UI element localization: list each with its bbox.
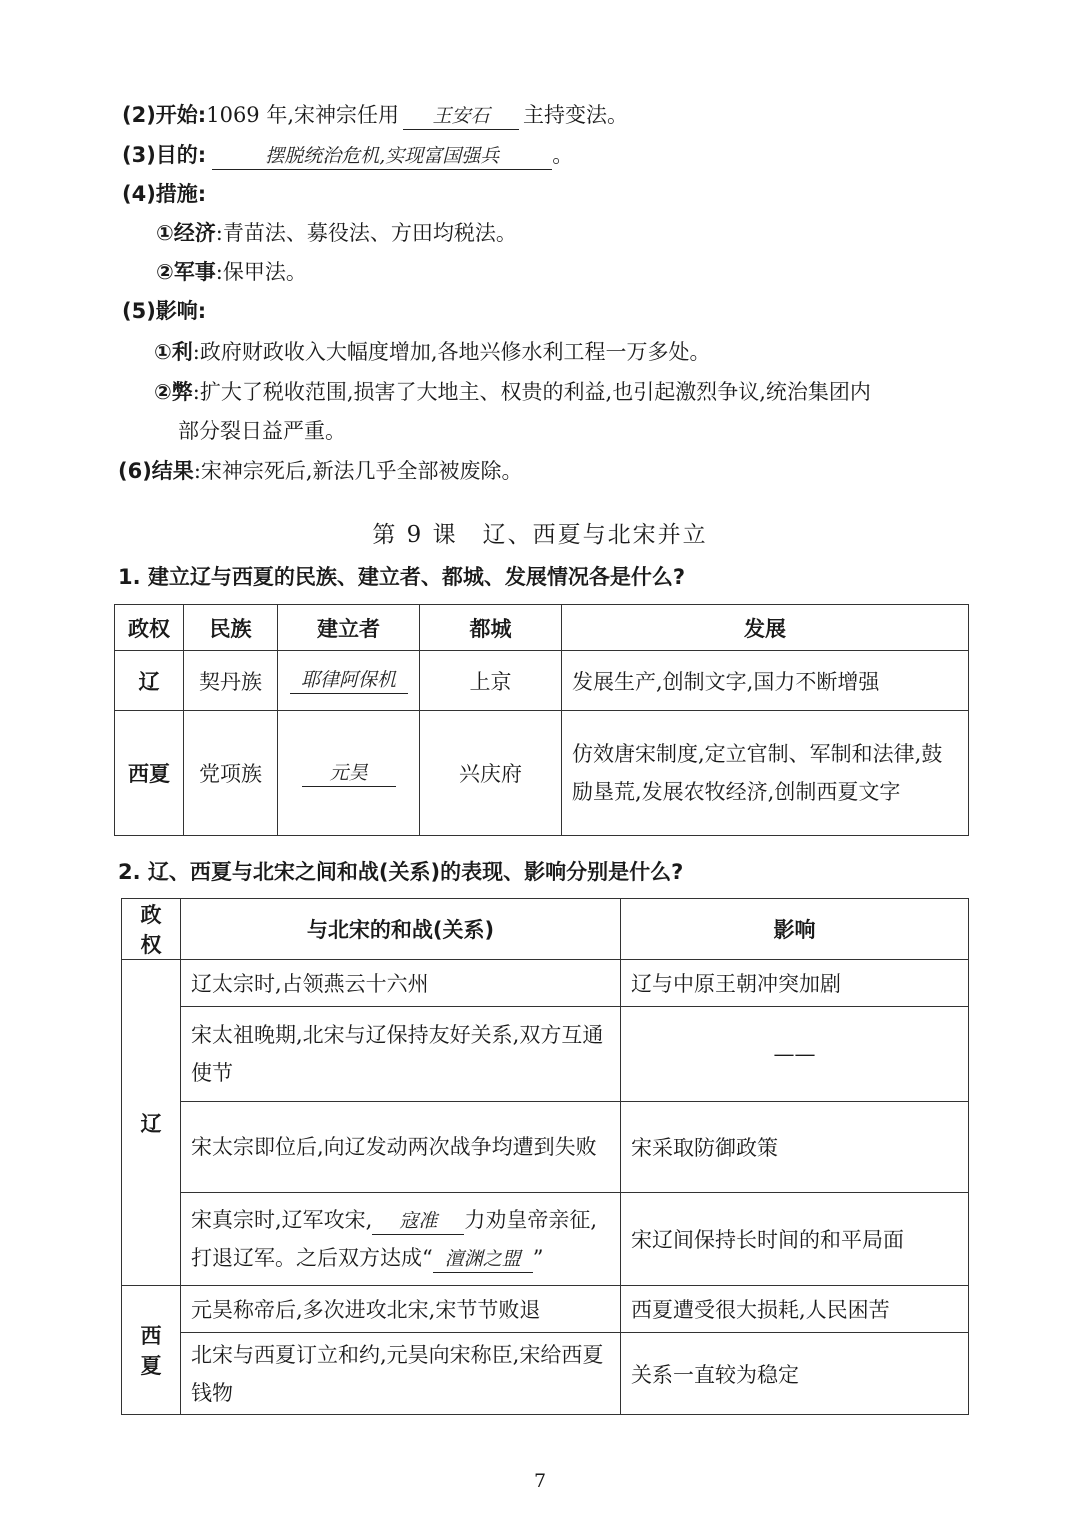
table-row [115,651,969,711]
measures-label: (4)措施: [122,182,207,206]
founder-cell [278,651,420,711]
table-row [122,960,969,1007]
measure-military [156,257,307,287]
header-founder: 建立者 [278,605,420,651]
measure-military-text: :保甲法。 [215,260,307,284]
impact-cell: —— [621,1007,969,1102]
relation-cell: 北宋与西夏订立和约,元昊向宋称臣,宋给西夏钱物 [181,1333,621,1415]
measure-economy [156,218,517,248]
relation-cell: 元昊称帝后,多次进攻北宋,宋节节败退 [181,1286,621,1333]
founder-cell [278,711,420,836]
start-text-after: 主持变法。 [523,103,629,127]
impact-con-text-2: 部分裂日益严重。 [178,419,346,443]
lesson-title: 第 9 课 辽、西夏与北宋并立 [372,522,708,548]
start-label: (2)开始: [122,103,207,127]
measure-military-label: ②军事 [156,260,216,284]
relation-text-2: 力劝皇帝亲征,打退辽军。之后双方达成“ [191,1208,598,1270]
impact-cell: 关系一直较为稳定 [621,1333,969,1415]
page-number: 7 [533,1470,547,1492]
purpose-line [122,140,573,170]
development-cell: 发展生产,创制文字,国力不断增强 [562,651,969,711]
table-row [122,1286,969,1333]
relation-text-3: ” [532,1246,544,1270]
result-text: :宋神宗死后,新法几乎全部被废除。 [193,459,523,483]
header-regime: 政权 [115,605,184,651]
impact-cell: 宋辽间保持长时间的和平局面 [621,1193,969,1286]
regime-cell: 辽 [115,651,184,711]
header-impact: 影响 [621,899,969,960]
impact-con-text: :扩大了税收范围,损害了大地主、权贵的利益,也引起激烈争议,统治集团内 [192,380,871,404]
ethnic-cell: 党项族 [184,711,278,836]
impact-con [154,377,871,407]
table-row [122,1102,969,1193]
header-development: 发展 [562,605,969,651]
start-answer: 王安石 [403,103,519,130]
table-row [115,711,969,836]
development-cell: 仿效唐宋制度,定立官制、军制和法律,鼓励垦荒,发展农牧经济,创制西夏文字 [562,711,969,836]
start-text: 1069 年,宋神宗任用 [206,103,400,127]
table-header-row [115,605,969,651]
start-line [122,100,628,130]
purpose-answer: 摆脱统治危机,实现富国强兵 [212,143,552,170]
capital-cell: 兴庆府 [420,711,562,836]
header-ethnic: 民族 [184,605,278,651]
regime-cell-liao: 辽 [122,960,181,1286]
ethnic-cell: 契丹族 [184,651,278,711]
table-row [122,1007,969,1102]
impact-cell: 西夏遭受很大损耗,人民困苦 [621,1286,969,1333]
purpose-label: (3)目的: [122,143,207,167]
answer-chanyuan: 澶渊之盟 [433,1246,533,1273]
regimes-table [114,604,969,836]
relation-cell: 宋太宗即位后,向辽发动两次战争均遭到失败 [181,1102,621,1193]
relation-cell [181,1193,621,1286]
impact-cell: 辽与中原王朝冲突加剧 [621,960,969,1007]
result-label: (6)结果 [118,459,194,483]
relation-text-1: 宋真宗时,辽军攻宋, [191,1208,373,1232]
purpose-text-after: 。 [552,143,574,167]
question-1: 1. 建立辽与西夏的民族、建立者、都城、发展情况各是什么? [118,565,686,589]
impact-pro [154,337,711,367]
answer-kouzhun: 寇准 [372,1208,464,1235]
relation-cell: 辽太宗时,占领燕云十六州 [181,960,621,1007]
measure-economy-text: :青苗法、募役法、方田均税法。 [215,221,517,245]
relation-cell: 宋太祖晚期,北宋与辽保持友好关系,双方互通使节 [181,1007,621,1102]
founder-answer: 元昊 [302,760,396,787]
impact-pro-text: :政府财政收入大幅度增加,各地兴修水利工程一万多处。 [192,340,711,364]
regime-cell: 西夏 [115,711,184,836]
impact-con-label: ②弊 [154,380,193,404]
header-relation: 与北宋的和战(关系) [181,899,621,960]
table-row [122,1333,969,1415]
capital-cell: 上京 [420,651,562,711]
measure-economy-label: ①经济 [156,221,216,245]
impact-pro-label: ①利 [154,340,193,364]
table-header-row [122,899,969,960]
relations-table [121,898,969,1415]
impact-label: (5)影响: [122,299,207,323]
founder-answer: 耶律阿保机 [290,667,408,694]
impact-cell: 宋采取防御政策 [621,1102,969,1193]
question-2: 2. 辽、西夏与北宋之间和战(关系)的表现、影响分别是什么? [118,860,684,884]
header-capital: 都城 [420,605,562,651]
table-row [122,1193,969,1286]
regime-cell-xixia: 西夏 [122,1286,181,1415]
header-regime: 政权 [122,899,181,960]
result-line [118,456,523,486]
